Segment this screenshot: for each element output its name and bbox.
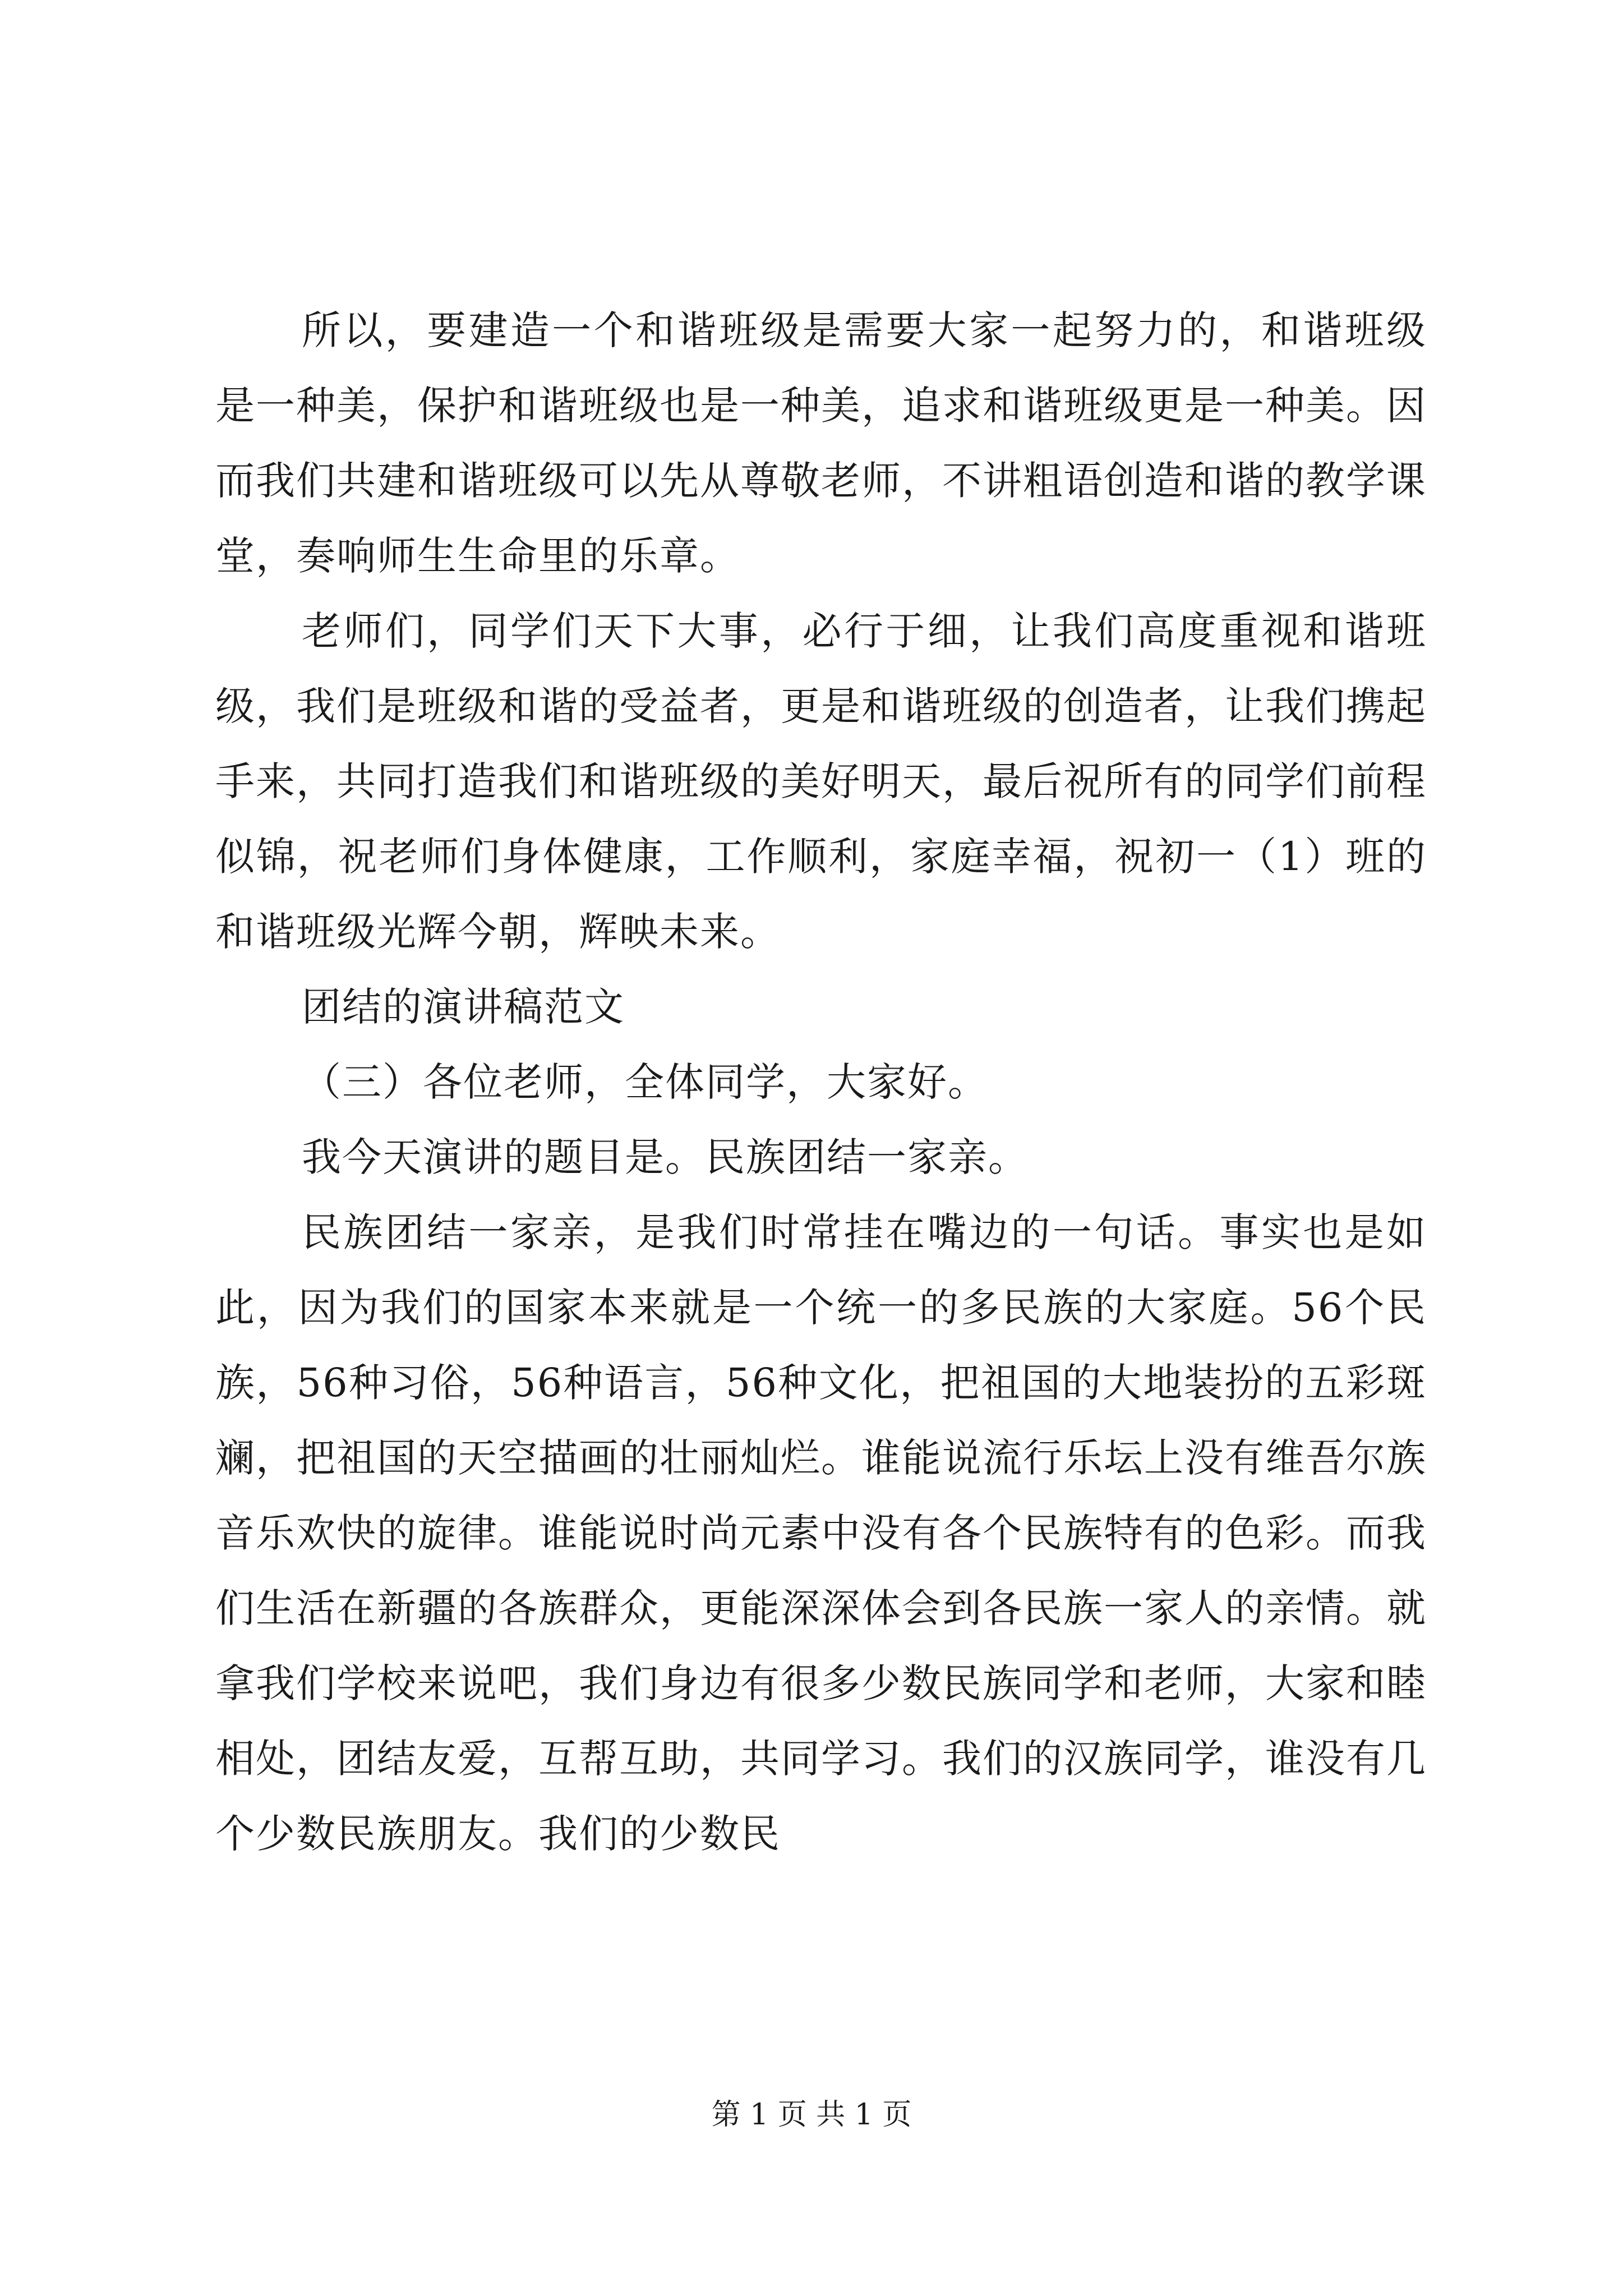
section-heading: 团结的演讲稿范文 <box>302 984 625 1030</box>
paragraph-harmonious-class: 所以，要建造一个和谐班级是需要大家一起努力的，和谐班级是一种美，保护和谐班级也是一种美，追求和谐班级更是一种美。因而我们共建和谐班级可以先从尊敬老师，不讲粗语创造和谐的教学课堂，奏响师生生命里的乐章。 <box>215 307 1427 579</box>
document-body <box>215 293 1427 1871</box>
paragraph-speech-topic: 我今天演讲的题目是。民族团结一家亲。 <box>302 1134 1029 1180</box>
paragraph-teachers-students: 老师们，同学们天下大事，必行于细，让我们高度重视和谐班级，我们是班级和谐的受益者，更是和谐班级的创造者，让我们携起手来，共同打造我们和谐班级的美好明天，最后祝所有的同学们前程似锦，祝老师们身体健康，工作顺利，家庭幸福，祝初一（1）班的和谐班级光辉今朝，辉映未来。 <box>215 608 1427 955</box>
paragraph-ethnic-unity: 民族团结一家亲，是我们时常挂在嘴边的一句话。事实也是如此，因为我们的国家本来就是一个统一的多民族的大家庭。56个民族，56种习俗，56种语言，56种文化，把祖国的大地装扮的五彩斑斓，把祖国的天空描画的壮丽灿烂。谁能说流行乐坛上没有维吾尔族音乐欢快的旋律。谁能说时尚元素中没有各个民族特有的色彩。而我们生活在新疆的各族群众，更能深深体会到各民族一家人的亲情。就拿我们学校来说吧，我们身边有很多少数民族同学和老师，大家和睦相处，团结友爱，互帮互助，共同学习。我们的汉族同学，谁没有几个少数民族朋友。我们的少数民 <box>215 1209 1427 1857</box>
page-footer: 第 1 页 共 1 页 <box>711 2098 912 2132</box>
paragraph-greeting: （三）各位老师，全体同学，大家好。 <box>302 1059 988 1105</box>
